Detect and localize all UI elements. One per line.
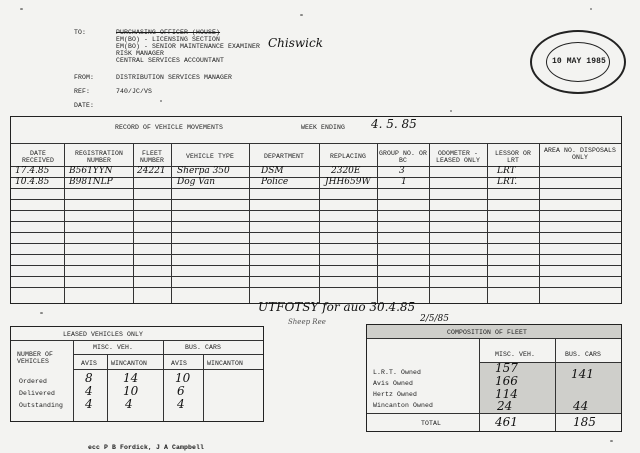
comp-lrt-misc: 157 (495, 361, 518, 375)
row2-registration: B981NLP (69, 177, 113, 187)
row2-group: 1 (401, 177, 407, 187)
comp-avis-misc: 166 (495, 374, 518, 388)
comp-wincanton-bus: 44 (573, 399, 589, 413)
stamp-date: 10 MAY 1985 (552, 57, 606, 66)
leased-row-delivered: Delivered (19, 390, 56, 397)
delivered-wincanton-misc: 10 (123, 384, 139, 398)
row1-department: DSM (261, 166, 284, 176)
row1-registration: B561YYN (69, 166, 113, 176)
row1-replacing: 2320E (331, 166, 361, 176)
comp-row-total: TOTAL (421, 420, 442, 427)
col-lessor: LESSOR OR LRT (494, 150, 531, 164)
leased-row-ordered: Ordered (19, 378, 48, 385)
to-line-maintenance: EM(BO) - SENIOR MAINTENANCE EXAMINER (116, 43, 261, 50)
comp-total-bus: 185 (573, 415, 596, 429)
misc-veh-header: MISC. VEH. (93, 344, 134, 351)
sub-wincanton-misc: WINCANTON (111, 360, 148, 367)
received-stamp (530, 30, 626, 94)
comp-row-avis: Avis Owned (373, 380, 414, 387)
ref-value: 740/JC/VS (116, 88, 153, 95)
comp-wincanton-misc: 24 (497, 399, 513, 413)
col-vehicle-type: VEHICLE TYPE (185, 153, 234, 160)
composition-table (366, 324, 622, 432)
col-group: GROUP NO. OR BC (379, 150, 428, 164)
comp-row-lrt: L.R.T. Owned (373, 369, 422, 376)
annotation-line2: 2/5/85 (420, 314, 449, 324)
delivered-avis-bus: 6 (177, 384, 185, 398)
col-fleet-number: FLEET NUMBER (139, 150, 164, 164)
row1-group: 3 (399, 166, 405, 176)
comp-hertz-misc: 114 (495, 387, 518, 401)
sub-avis-bus: AVIS (171, 360, 188, 367)
col-registration: REGISTRATION NUMBER (74, 150, 123, 164)
outstanding-wincanton-misc: 4 (125, 397, 133, 411)
ordered-avis-misc: 8 (85, 371, 93, 385)
bus-cars-header: BUS. CARS (185, 344, 222, 351)
outstanding-avis-misc: 4 (85, 397, 93, 411)
ordered-avis-bus: 10 (175, 371, 191, 385)
to-line-accountant: CENTRAL SERVICES ACCOUNTANT (116, 57, 225, 64)
col-replacing: REPLACING (329, 153, 366, 160)
sub-avis-misc: AVIS (81, 360, 98, 367)
comp-row-wincanton: Wincanton Owned (373, 402, 434, 409)
annotation-line1: UTFOTSY for auo 30.4.85 (258, 300, 416, 314)
from-label: FROM: (74, 74, 95, 81)
delivered-avis-misc: 4 (85, 384, 93, 398)
number-of-vehicles: NUMBER OF VEHICLES (17, 351, 54, 365)
outstanding-avis-bus: 4 (177, 397, 185, 411)
sub-wincanton-bus: WINCANTON (207, 360, 244, 367)
to-line-risk: RISK MANAGER (116, 50, 165, 57)
composition-col-misc: MISC. VEH. (495, 351, 536, 358)
to-label: TO: (74, 29, 87, 36)
week-ending-label: WEEK ENDING (301, 124, 346, 131)
footer-cc: ecc P B Fordick, J A Campbell (88, 444, 205, 451)
ordered-wincanton-misc: 14 (123, 371, 139, 385)
row2-vehicle-type: Dog Van (177, 177, 216, 187)
date-label: DATE: (74, 102, 95, 109)
from-value: DISTRIBUTION SERVICES MANAGER (116, 74, 233, 81)
leased-row-outstanding: Outstanding (19, 402, 64, 409)
col-department: DEPARTMENT (263, 153, 304, 160)
row1-lessor: LRT (497, 166, 516, 176)
comp-row-hertz: Hertz Owned (373, 391, 418, 398)
row1-fleet: 24221 (137, 166, 166, 176)
to-line-licensing: EM(BO) - LICENSING SECTION (116, 36, 221, 43)
row1-date: 17.4.85 (15, 166, 50, 176)
row2-lessor: LRT. (497, 177, 518, 187)
col-area-disposals: AREA NO. DISPOSALS ONLY (543, 147, 616, 161)
to-line-purchasing: PURCHASING OFFICER (HOUSE) (116, 29, 221, 36)
week-ending-value: 4. 5. 85 (371, 117, 417, 131)
leased-vehicles-table (10, 326, 264, 422)
col-odometer: ODOMETER - LEASED ONLY (435, 150, 480, 164)
movements-table (10, 116, 622, 304)
comp-lrt-bus: 141 (571, 367, 594, 381)
annotation-scribble: Sheep Ree (288, 318, 326, 326)
composition-title: COMPOSITION OF FLEET (447, 329, 528, 336)
ref-label: REF: (74, 88, 91, 95)
row2-date: 10.4.85 (15, 177, 50, 187)
col-date-received: DATE RECEIVED (21, 150, 54, 164)
handwritten-name: Chiswick (268, 36, 324, 50)
row2-replacing: JHH659W (325, 177, 371, 187)
row2-department: Police (261, 177, 289, 187)
leased-title: LEASED VEHICLES ONLY (63, 331, 144, 338)
movements-title: RECORD OF VEHICLE MOVEMENTS (115, 124, 224, 131)
row1-vehicle-type: Sherpa 350 (177, 166, 230, 176)
comp-total-misc: 461 (495, 415, 518, 429)
composition-col-bus: BUS. CARS (565, 351, 602, 358)
